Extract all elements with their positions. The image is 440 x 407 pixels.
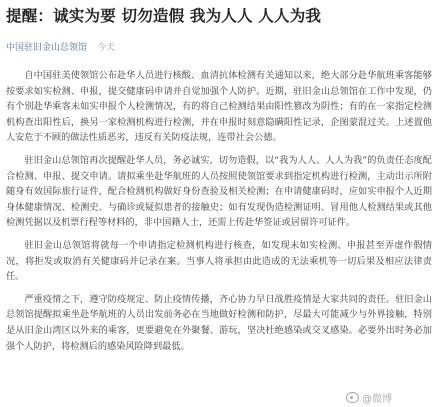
account-name-link[interactable]: 中国驻旧金山总领馆 (6, 42, 88, 53)
article-meta (6, 39, 115, 53)
weibo-watermark (346, 390, 392, 405)
paragraph-4: 严重疫情之下，遵守防疫规定、防止疫情传播，齐心协力早日战胜疫情是大家共同的责任。驻旧金山总领馆提醒拟乘坐赴华航班的人员出发前务必在当地做好检测和防护，尽最大可能减少与外界接触，特别是从旧金山湾区以外来的乘客，更要避免在外聚餐、游玩，坚决杜绝感染或交叉感染。必要外出时务必加强个人防护，将检测后的感染风险降到最低。 (6, 293, 432, 352)
watermark-text: @微博 (362, 394, 392, 405)
paragraph-1: 自中国驻美使领馆公布赴华人员进行核酸、血清抗体检测有关通知以来，绝大部分赴华航班乘客能够按要求如实检测、申报，提交健康码申请并自觉加强个人防护。近期，驻旧金山总领馆在工作中发现，仍有个别赴华乘客未如实申报个人检测情况，有的将自己检测结果由阳性篡改为阴性；有的在一家指定检测机构查出阳性后，换另一家检测机构进行检测，并在申报时刻意隐瞒阳性记录，企图蒙混过关。上述置他人安危于不顾的做法性质恶劣，违反有关防疫法规，连带社会公德。 (6, 70, 432, 144)
publish-date: 今天 (97, 42, 116, 53)
paragraph-3: 驻旧金山总领馆将就每一个申请指定检测机构进行核查，如发现未如实检测、申报甚至弄虚作假情况，将拒发或取消有关健康码并记录在案。当事人将承担由此造成的无法乘机等一切后果及相应法律责任。 (6, 239, 432, 283)
article-body (6, 68, 432, 361)
paragraph-2: 驻旧金山总领馆再次提醒赴华人员，务必诚实，切勿造假，以“我为人人、人人为我”的负责任态度配合检测、申报、提交申请。请拟乘坐赴华航班的人员按照使领馆要求到指定机构进行检测，主动出示所附随身有效国际旅行证件，配合检测机构做好身份查验及相关检测；在申请健康码时，应如实申报个人近期身体健康情况、检测史、与确诊或疑似患者的接触史；如有发现伪造检测证明、冒用他人检测结果或其他检测凭据以及机票行程等材料的，非中国籍人士，还需上传赴华签证或居留许可证件。 (6, 154, 432, 229)
weibo-logo-icon (346, 392, 359, 403)
article-title: 提醒：诚实为要 切勿造假 我为人人 人人为我 (6, 7, 322, 25)
